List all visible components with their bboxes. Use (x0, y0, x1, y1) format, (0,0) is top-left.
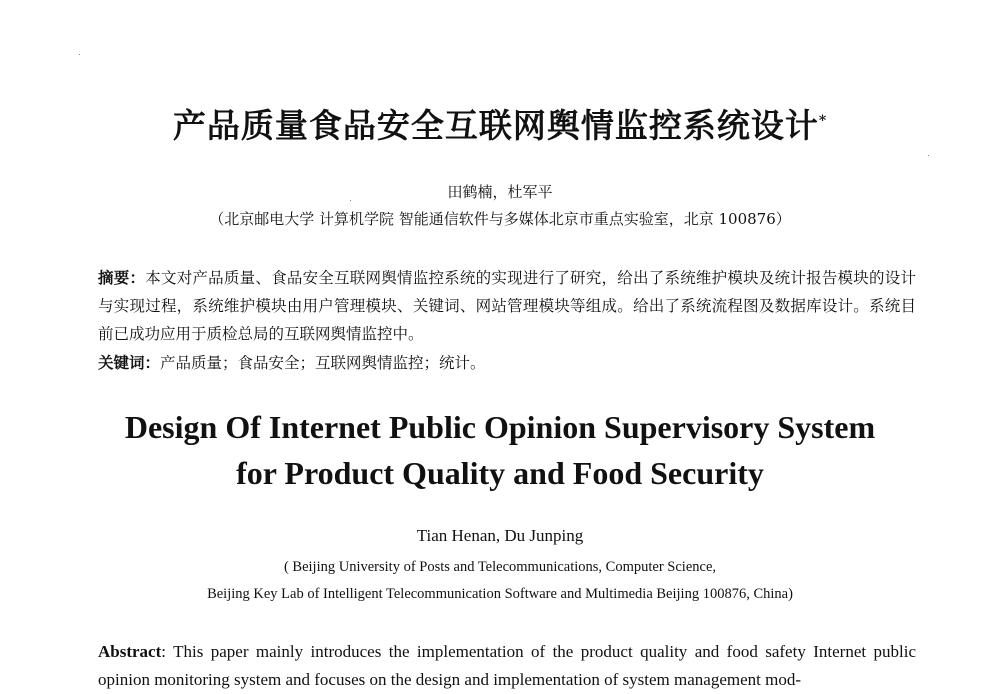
chinese-affiliation: （北京邮电大学 计算机学院 智能通信软件与多媒体北京市重点实验室，北京 100876） (209, 210, 791, 228)
english-abstract-separator: : (161, 642, 174, 661)
scan-speck (928, 155, 929, 156)
title-footnote-mark: * (818, 113, 828, 129)
chinese-abstract-label: 摘要： (98, 268, 146, 287)
chinese-keywords-label: 关键词： (98, 353, 161, 372)
chinese-authors: 田鹤楠，杜军平 (447, 183, 553, 201)
english-affiliation (0, 554, 1000, 608)
english-abstract-label: Abstract (98, 642, 162, 661)
chinese-abstract-text: 本文对产品质量、食品安全互联网舆情监控系统的实现进行了研究，给出了系统维护模块及统计报告模块的设计与实现过程，系统维护模块由用户管理模块、关键词、网站管理模块等组成。给出了系统流程图及数据库设计。系统目前已成功应用于质检总局的互联网舆情监控中。 (98, 269, 916, 343)
english-title-line-2: for Product Quality and Food Security (236, 455, 764, 491)
english-affiliation-line-1: ( Beijing University of Posts and Telecommunications, Computer Science, (283, 559, 717, 575)
english-authors: Tian Henan, Du Junping (416, 526, 584, 545)
chinese-title (0, 100, 1000, 147)
chinese-keywords (98, 351, 916, 375)
english-abstract (98, 638, 916, 694)
english-title (0, 404, 1000, 496)
english-affiliation-line-2: Beijing Key Lab of Intelligent Telecommunication Software and Multimedia Beijing 100876, China) (207, 586, 793, 602)
english-abstract-text: This paper mainly introduces the implementation of the product quality and food safety Internet public opinion monitoring system and focuses on the design and implementation of system management mod- (98, 642, 916, 689)
chinese-keywords-text: 产品质量；食品安全；互联网舆情监控；统计。 (160, 354, 486, 372)
scan-speck (79, 54, 80, 55)
english-title-line-1: Design Of Internet Public Opinion Supervisory System (124, 409, 876, 445)
chinese-title-text: 产品质量食品安全互联网舆情监控系统设计 (172, 106, 819, 145)
chinese-abstract (98, 264, 916, 348)
